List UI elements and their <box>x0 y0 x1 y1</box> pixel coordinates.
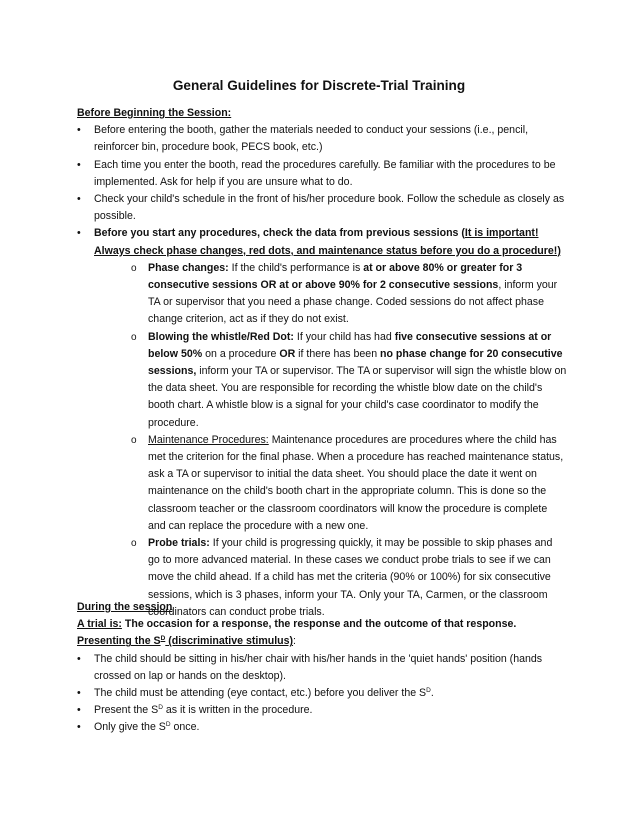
during-bullet-3 <box>77 702 567 719</box>
during-section <box>77 599 567 737</box>
sub-marker: o <box>131 538 137 550</box>
sub-marker: o <box>131 331 137 343</box>
during-bullet-4 <box>77 719 567 736</box>
during-heading: During the session <box>77 601 173 613</box>
trial-text: The occasion for a response, the response and the outcome of that response. <box>124 618 517 631</box>
sub-label: Probe trials: <box>148 537 210 550</box>
superscript: D <box>160 635 166 643</box>
sub-label: Blowing the whistle/Red Dot: <box>148 330 294 343</box>
during-bullet-2 <box>77 685 567 702</box>
sub-text: inform your TA or supervisor. The TA or supervisor will sign the whistle blow on the data sheet. You are responsible for recording the whistle blow date on the child's booth chart. A whistle blow is a signal for your child's case coordinator to modify the procedure. <box>148 365 567 429</box>
bullet-text: Each time you enter the booth, read the procedures carefully. Be familiar with the procedures to be implemented. Ask for help if you are unsure what to do. <box>94 158 556 188</box>
sub-text: If the child's performance is <box>231 261 364 274</box>
bullet-text: as it is written in the procedure. <box>162 704 313 717</box>
during-bullet-1 <box>77 651 567 685</box>
sub-emphasis: at or above 80% or greater for 3 consecutive sessions OR at or above 90% for 2 consecutive sessions <box>148 261 523 292</box>
presenting-label: (discriminative stimulus) <box>165 635 294 648</box>
presenting-label: Presenting the S <box>77 635 161 648</box>
bullet-text: The child must be attending (eye contact, etc.) before you deliver the S <box>94 687 427 700</box>
bullet-marker: • <box>77 721 81 734</box>
bullet-marker: • <box>77 227 81 240</box>
important-note: It is important! Always check phase changes, red dots, and maintenance status before you do a procedure!) <box>94 227 561 257</box>
before-bullet-list <box>77 122 567 621</box>
page-title: General Guidelines for Discrete-Trial Training <box>172 78 466 93</box>
procedure-sub-list <box>94 260 567 621</box>
colon: : <box>293 635 296 648</box>
sub-item-whistle <box>131 329 567 432</box>
sub-text: , inform your TA or supervisor that you need a phase change. Coded sessions do not affect phase change criterion, act as if they do not exist. <box>148 279 558 326</box>
sub-emphasis: OR <box>279 347 296 360</box>
bullet-marker: • <box>77 124 81 137</box>
sub-label: Maintenance Procedures: <box>148 433 269 446</box>
sub-text: If your child has had <box>296 330 395 343</box>
bullet-marker: • <box>77 687 81 700</box>
bullet-text: Before entering the booth, gather the materials needed to conduct your sessions (i.e., pencil, reinforcer bin, procedure book, PECS book, etc.) <box>94 124 529 154</box>
sub-emphasis: no phase change for 20 consecutive sessions, <box>148 347 563 378</box>
before-bullet-2 <box>77 157 567 191</box>
before-bullet-3 <box>77 191 567 225</box>
bullet-text: . <box>430 687 434 700</box>
trial-label: A trial is: <box>77 618 122 631</box>
sub-item-phase-changes <box>131 260 567 329</box>
during-bullet-list <box>77 651 567 737</box>
sub-text: If your child is progressing quickly, it may be possible to skip phases and go to more advanced material. In these cases we conduct probe trials to see if we can move the child ahead. If a child has met the criteria (90% or 100%) for six consecutive sessions, which is 3 phases, inform your TA. Only your TA, Carmen, or the classroom coordinators can conduct probe trials. <box>148 537 553 618</box>
before-bullet-1 <box>77 122 567 156</box>
bullet-text: once. <box>170 721 200 734</box>
sub-text: on a procedure <box>202 347 280 360</box>
bullet-text: Check your child's schedule in the front of his/her procedure book. Follow the schedule as closely as possible. <box>94 193 565 223</box>
superscript: D <box>426 687 431 695</box>
superscript: D <box>165 721 171 729</box>
bullet-marker: • <box>77 158 81 171</box>
sub-emphasis: five consecutive sessions at or below 50% <box>148 330 552 360</box>
sub-text: Maintenance procedures are procedures where the child has met the criterion for the final phase. When a procedure has reached maintenance status, ask a TA or supervisor to initial the data sheet. You should place the date it went on maintenance on the child's booth chart in the appropriate column. This is done so the classroom teacher or the classroom coordinators will know the procedure is complete and can replace the procedure with a new one. <box>148 433 564 532</box>
sub-text: if there has been <box>295 347 381 360</box>
bullet-marker: • <box>77 193 81 206</box>
sub-marker: o <box>131 434 137 446</box>
bullet-text: The child should be sitting in his/her chair with his/her hands in the 'quiet hands' position (hands crossed on lap or hands on the desktop). <box>94 652 543 682</box>
sub-item-maintenance <box>131 432 567 535</box>
before-heading: Before Beginning the Session: <box>77 107 232 119</box>
before-bullet-4 <box>77 225 567 621</box>
presenting-sd <box>77 633 567 650</box>
bullet-text: Only give the S <box>94 721 166 734</box>
before-section <box>77 105 567 621</box>
bullet-text: Present the S <box>94 704 159 717</box>
bullet-text: Before you start any procedures, check the data from previous sessions ( <box>94 227 465 240</box>
superscript: D <box>158 704 163 712</box>
sub-marker: o <box>131 262 137 274</box>
trial-definition <box>77 616 567 633</box>
bullet-marker: • <box>77 704 81 717</box>
sub-label: Phase changes: <box>148 261 229 274</box>
bullet-marker: • <box>77 652 81 665</box>
